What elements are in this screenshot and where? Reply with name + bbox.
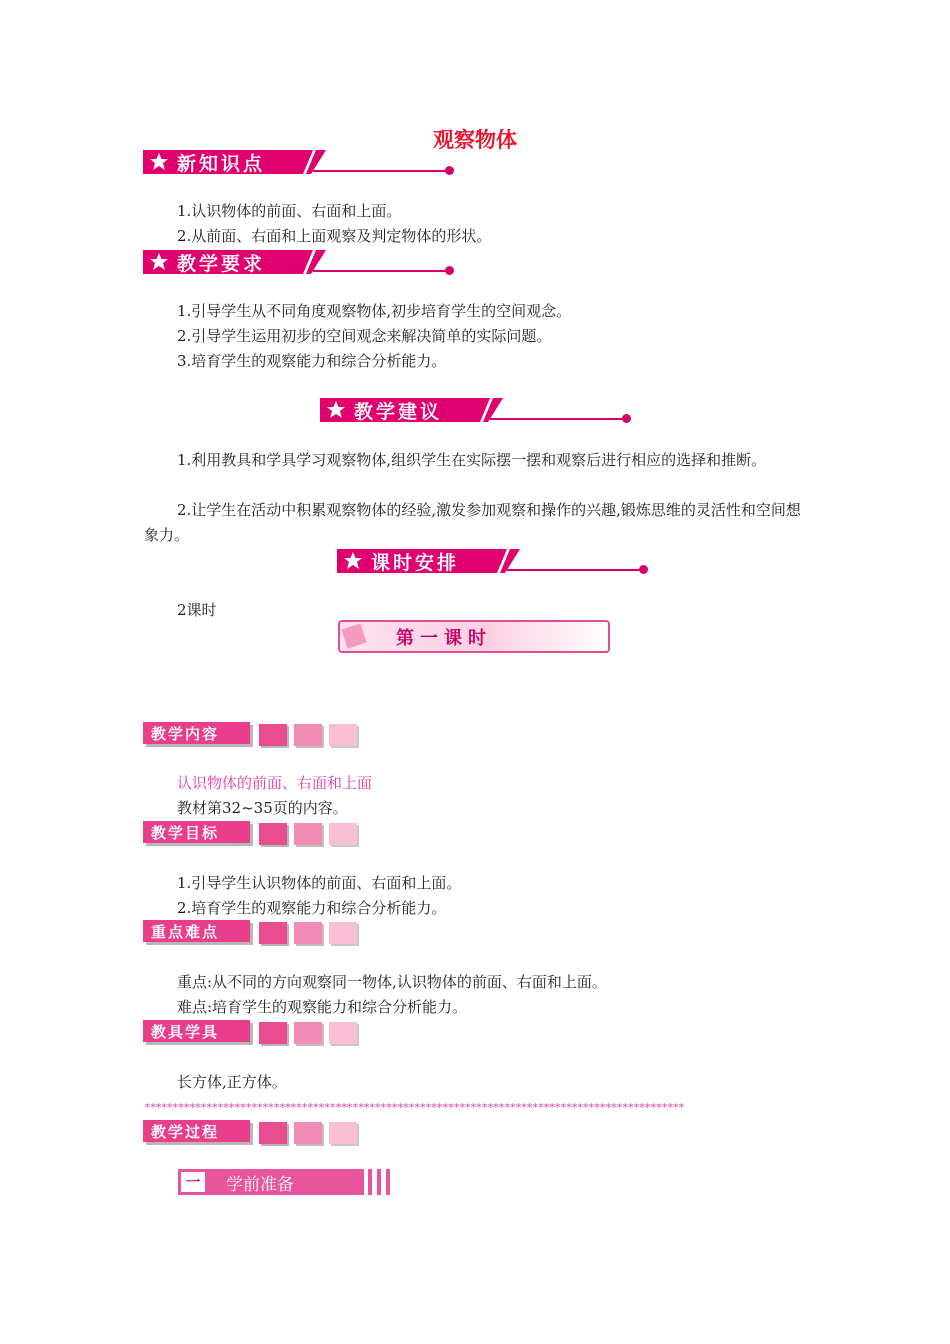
tag-box xyxy=(143,722,250,744)
suggestion-item-1: 1.利用教具和学具学习观察物体,组织学生在实际摆一摆和观察后进行相应的选择和推断。 xyxy=(177,451,767,469)
requirement-item-1: 1.引导学生从不同角度观察物体,初步培育学生的空间观念。 xyxy=(177,302,572,320)
tag-box xyxy=(143,1120,250,1142)
banner-label: 新知识点 xyxy=(177,153,266,175)
banner-schedule xyxy=(337,547,652,577)
tag-box xyxy=(143,1020,250,1042)
tag-square xyxy=(259,922,287,944)
banner-requirements xyxy=(143,248,458,278)
banner-dot xyxy=(622,414,631,423)
lesson-corner-decoration xyxy=(341,623,366,648)
banner-line xyxy=(507,569,641,571)
tag-teaching-tools xyxy=(143,1020,363,1048)
key-point-item-2: 难点:培育学生的观察能力和综合分析能力。 xyxy=(177,998,468,1016)
tag-label: 教学过程 xyxy=(151,1123,220,1141)
tag-square xyxy=(294,1122,322,1144)
tag-square xyxy=(294,724,322,746)
tag-teaching-goals xyxy=(143,821,363,849)
key-point-item-1: 重点:从不同的方向观察同一物体,认识物体的前面、右面和上面。 xyxy=(177,973,607,991)
step-label: 学前准备 xyxy=(226,1175,294,1195)
tag-square xyxy=(329,1122,357,1144)
tag-box xyxy=(143,920,250,942)
tag-teaching-process xyxy=(143,1120,363,1148)
step-number: 一 xyxy=(185,1173,201,1191)
requirement-item-2: 2.引导学生运用初步的空间观念来解决简单的实际问题。 xyxy=(177,327,552,345)
tag-square xyxy=(294,1022,322,1044)
requirement-item-3: 3.培育学生的观察能力和综合分析能力。 xyxy=(177,352,447,370)
banner-label: 课时安排 xyxy=(371,552,460,574)
banner-line xyxy=(490,418,624,420)
banner-dot xyxy=(445,266,454,275)
star-divider: ************************************************************************************************ xyxy=(144,1101,684,1114)
tag-square xyxy=(259,1022,287,1044)
tag-square xyxy=(294,922,322,944)
step-bar xyxy=(368,1169,372,1195)
tag-label: 重点难点 xyxy=(151,923,220,941)
tag-square xyxy=(259,724,287,746)
tag-square xyxy=(329,724,357,746)
tag-square xyxy=(259,1122,287,1144)
banner-label: 教学建议 xyxy=(354,401,443,423)
banner-dot xyxy=(639,565,648,574)
banner-line xyxy=(313,170,447,172)
step-bar xyxy=(386,1169,390,1195)
tag-square xyxy=(259,823,287,845)
goal-item-2: 2.培育学生的观察能力和综合分析能力。 xyxy=(177,899,447,917)
tag-square xyxy=(329,1022,357,1044)
content-topic: 认识物体的前面、右面和上面 xyxy=(177,774,373,792)
tag-box xyxy=(143,821,250,843)
lesson-label-box xyxy=(338,620,610,653)
banner-suggestions xyxy=(320,396,635,426)
page-title: 观察物体 xyxy=(433,128,517,152)
tag-square xyxy=(294,823,322,845)
tag-label: 教具学具 xyxy=(151,1023,220,1041)
lesson-label: 第一课时 xyxy=(396,628,492,649)
step-bar xyxy=(377,1169,381,1195)
content-pages: 教材第32~35页的内容。 xyxy=(177,799,348,817)
tag-teaching-content xyxy=(143,722,363,750)
banner-dot xyxy=(445,166,454,175)
tag-square xyxy=(329,922,357,944)
tools-text: 长方体,正方体。 xyxy=(177,1073,287,1091)
goal-item-1: 1.引导学生认识物体的前面、右面和上面。 xyxy=(177,874,462,892)
tag-label: 教学目标 xyxy=(151,824,220,842)
step-number-box xyxy=(181,1172,205,1192)
tag-label: 教学内容 xyxy=(151,725,220,743)
tag-key-points xyxy=(143,920,363,948)
knowledge-item-2: 2.从前面、右面和上面观察及判定物体的形状。 xyxy=(177,227,492,245)
schedule-text: 2课时 xyxy=(177,601,217,619)
banner-label: 教学要求 xyxy=(177,253,266,275)
banner-new-knowledge xyxy=(143,148,458,178)
banner-line xyxy=(313,270,447,272)
knowledge-item-1: 1.认识物体的前面、右面和上面。 xyxy=(177,202,402,220)
tag-square xyxy=(329,823,357,845)
suggestion-item-2: 2.让学生在活动中积累观察物体的经验,激发参加观察和操作的兴趣,锻炼思维的灵活性和空间想象力。 xyxy=(144,501,801,544)
step-header xyxy=(178,1169,396,1195)
